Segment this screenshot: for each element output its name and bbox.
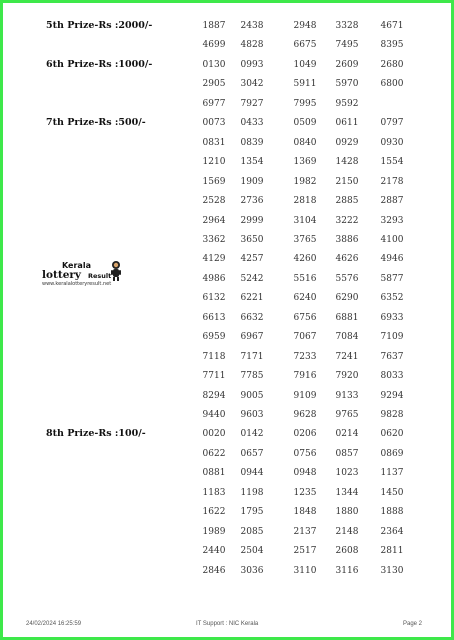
ticket-number: 3328 xyxy=(335,21,359,31)
ticket-number: 3036 xyxy=(240,565,264,576)
ticket-number: 5911 xyxy=(293,79,317,90)
ticket-number: 2680 xyxy=(380,59,404,70)
ticket-number: 1569 xyxy=(202,176,226,187)
ticket-number: 7109 xyxy=(380,332,404,343)
kerala-lottery-result-logo xyxy=(40,261,130,297)
result-row xyxy=(0,565,454,587)
ticket-number: 6240 xyxy=(293,293,317,304)
ticket-number: 2948 xyxy=(293,21,317,31)
ticket-number: 7067 xyxy=(293,332,317,343)
ticket-number: 4946 xyxy=(380,254,404,265)
ticket-number: 3104 xyxy=(293,215,317,226)
ticket-number: 9765 xyxy=(335,410,359,420)
ticket-number: 7171 xyxy=(240,351,264,362)
ticket-number: 0944 xyxy=(240,468,264,479)
ticket-number: 1554 xyxy=(380,157,404,168)
ticket-number: 9133 xyxy=(335,390,359,401)
footer-timestamp: 24/02/2024 16:25:59 xyxy=(26,621,82,627)
ticket-number: 0073 xyxy=(202,118,226,129)
ticket-number: 6132 xyxy=(202,293,226,304)
ticket-number: 0620 xyxy=(380,429,404,440)
ticket-number: 1428 xyxy=(335,157,359,168)
ticket-number: 9440 xyxy=(202,410,226,420)
ticket-number: 5877 xyxy=(380,273,404,284)
ticket-number: 0929 xyxy=(335,137,359,148)
ticket-number: 3293 xyxy=(380,215,404,226)
ticket-number: 2178 xyxy=(380,176,404,187)
ticket-number: 0993 xyxy=(240,59,264,70)
ticket-number: 3110 xyxy=(293,565,317,576)
footer-page-number: Page 2 xyxy=(403,621,423,627)
ticket-number: 7920 xyxy=(335,371,359,382)
ticket-number: 8294 xyxy=(202,390,226,401)
prize-label: 7th Prize-Rs :500/- xyxy=(46,117,146,129)
prize-label: 6th Prize-Rs :1000/- xyxy=(46,58,153,70)
ticket-number: 1880 xyxy=(335,507,359,518)
ticket-number: 2846 xyxy=(202,565,226,576)
ticket-number: 1887 xyxy=(202,21,226,31)
ticket-number: 5516 xyxy=(293,273,317,284)
ticket-number: 7084 xyxy=(335,332,359,343)
prize-label: 8th Prize-Rs :100/- xyxy=(46,428,146,440)
ticket-number: 2085 xyxy=(240,526,264,537)
ticket-number: 8033 xyxy=(380,371,404,382)
ticket-number: 1210 xyxy=(202,157,226,168)
ticket-number: 3765 xyxy=(293,234,317,245)
ticket-number: 6221 xyxy=(240,293,264,304)
ticket-number: 2999 xyxy=(240,215,264,226)
ticket-number: 1982 xyxy=(293,176,317,187)
ticket-number: 3222 xyxy=(335,215,359,226)
ticket-number: 9603 xyxy=(240,410,264,420)
ticket-number: 1137 xyxy=(380,468,404,479)
ticket-number: 0214 xyxy=(335,429,359,440)
ticket-number: 3650 xyxy=(240,234,264,245)
ticket-number: 2609 xyxy=(335,59,359,70)
ticket-number: 0020 xyxy=(202,429,226,440)
ticket-number: 4828 xyxy=(240,40,264,51)
ticket-number: 7927 xyxy=(240,98,264,109)
ticket-number: 0839 xyxy=(240,137,264,148)
ticket-number: 3116 xyxy=(335,565,359,576)
ticket-number: 0657 xyxy=(240,448,264,459)
ticket-number: 2517 xyxy=(293,546,317,557)
ticket-number: 6959 xyxy=(202,332,226,343)
ticket-number: 6881 xyxy=(335,312,359,323)
footer-support: IT Support : NIC Kerala xyxy=(196,621,259,627)
ticket-number: 0797 xyxy=(380,118,404,129)
ticket-number: 4100 xyxy=(380,234,404,245)
ticket-number: 4986 xyxy=(202,273,226,284)
logo-text-result: Result xyxy=(88,272,112,280)
ticket-number: 2608 xyxy=(335,546,359,557)
ticket-number: 6675 xyxy=(293,40,317,51)
ticket-number: 2504 xyxy=(240,546,264,557)
ticket-number: 1848 xyxy=(293,507,317,518)
ticket-number: 1344 xyxy=(335,487,359,498)
ticket-number: 3130 xyxy=(380,565,404,576)
ticket-number: 3042 xyxy=(240,79,264,90)
ticket-number: 4257 xyxy=(240,254,264,265)
ticket-number: 2885 xyxy=(335,196,359,207)
ticket-number: 1450 xyxy=(380,487,404,498)
ticket-number: 1198 xyxy=(240,487,264,498)
ticket-number: 0509 xyxy=(293,118,317,129)
ticket-number: 6977 xyxy=(202,98,226,109)
ticket-number: 4699 xyxy=(202,40,226,51)
ticket-number: 7916 xyxy=(293,371,317,382)
ticket-number: 1909 xyxy=(240,176,264,187)
ticket-number: 1622 xyxy=(202,507,226,518)
ticket-number: 7495 xyxy=(335,40,359,51)
ticket-number: 5970 xyxy=(335,79,359,90)
ticket-number: 2887 xyxy=(380,196,404,207)
ticket-number: 1235 xyxy=(293,487,317,498)
ticket-number: 9592 xyxy=(335,98,359,109)
ticket-number: 4260 xyxy=(293,254,317,265)
ticket-number: 0930 xyxy=(380,137,404,148)
ticket-number: 8395 xyxy=(380,40,404,51)
ticket-number: 2905 xyxy=(202,79,226,90)
ticket-number: 7711 xyxy=(202,371,226,382)
ticket-number: 9005 xyxy=(240,390,264,401)
ticket-number: 3362 xyxy=(202,234,226,245)
ticket-number: 0869 xyxy=(380,448,404,459)
ticket-number: 7637 xyxy=(380,351,404,362)
ticket-number: 2964 xyxy=(202,215,226,226)
ticket-number: 1354 xyxy=(240,157,264,168)
ticket-number: 3886 xyxy=(335,234,359,245)
ticket-number: 5576 xyxy=(335,273,359,284)
ticket-number: 4626 xyxy=(335,254,359,265)
ticket-number: 0881 xyxy=(202,468,226,479)
ticket-number: 1369 xyxy=(293,157,317,168)
logo-website: www.keralalotteryresult.net xyxy=(42,281,112,287)
ticket-number: 7118 xyxy=(202,351,226,362)
ticket-number: 2137 xyxy=(293,526,317,537)
ticket-number: 2736 xyxy=(240,196,264,207)
ticket-number: 2818 xyxy=(293,196,317,207)
ticket-number: 9294 xyxy=(380,390,404,401)
mascot-icon xyxy=(108,260,124,282)
ticket-number: 7785 xyxy=(240,371,264,382)
ticket-number: 7233 xyxy=(293,351,317,362)
ticket-number: 6800 xyxy=(380,79,404,90)
ticket-number: 2364 xyxy=(380,526,404,537)
ticket-number: 0756 xyxy=(293,448,317,459)
ticket-number: 2440 xyxy=(202,546,226,557)
ticket-number: 1023 xyxy=(335,468,359,479)
ticket-number: 0831 xyxy=(202,137,226,148)
ticket-number: 4129 xyxy=(202,254,226,265)
ticket-number: 2438 xyxy=(240,21,264,31)
ticket-number: 4671 xyxy=(380,21,404,31)
ticket-number: 0840 xyxy=(293,137,317,148)
ticket-number: 0130 xyxy=(202,59,226,70)
ticket-number: 1795 xyxy=(240,507,264,518)
ticket-number: 5242 xyxy=(240,273,264,284)
ticket-number: 1183 xyxy=(202,487,226,498)
ticket-number: 6756 xyxy=(293,312,317,323)
logo-text-lottery: lottery xyxy=(42,269,82,281)
ticket-number: 9828 xyxy=(380,410,404,420)
ticket-number: 7995 xyxy=(293,98,317,109)
ticket-number: 9628 xyxy=(293,410,317,420)
ticket-number: 2528 xyxy=(202,196,226,207)
prize-label: 5th Prize-Rs :2000/- xyxy=(46,20,153,31)
ticket-number: 6632 xyxy=(240,312,264,323)
ticket-number: 6613 xyxy=(202,312,226,323)
ticket-number: 0611 xyxy=(335,118,359,129)
ticket-number: 0142 xyxy=(240,429,264,440)
ticket-number: 1049 xyxy=(293,59,317,70)
ticket-number: 1989 xyxy=(202,526,226,537)
ticket-number: 2150 xyxy=(335,176,359,187)
ticket-number: 2148 xyxy=(335,526,359,537)
ticket-number: 0622 xyxy=(202,448,226,459)
ticket-number: 0857 xyxy=(335,448,359,459)
ticket-number: 6290 xyxy=(335,293,359,304)
ticket-number: 0206 xyxy=(293,429,317,440)
ticket-number: 6933 xyxy=(380,312,404,323)
ticket-number: 7241 xyxy=(335,351,359,362)
logo-text-kerala: Kerala xyxy=(62,261,91,270)
ticket-number: 6352 xyxy=(380,293,404,304)
ticket-number: 0948 xyxy=(293,468,317,479)
ticket-number: 9109 xyxy=(293,390,317,401)
ticket-number: 0433 xyxy=(240,118,264,129)
ticket-number: 6967 xyxy=(240,332,264,343)
ticket-number: 1888 xyxy=(380,507,404,518)
ticket-number: 2811 xyxy=(380,546,404,557)
